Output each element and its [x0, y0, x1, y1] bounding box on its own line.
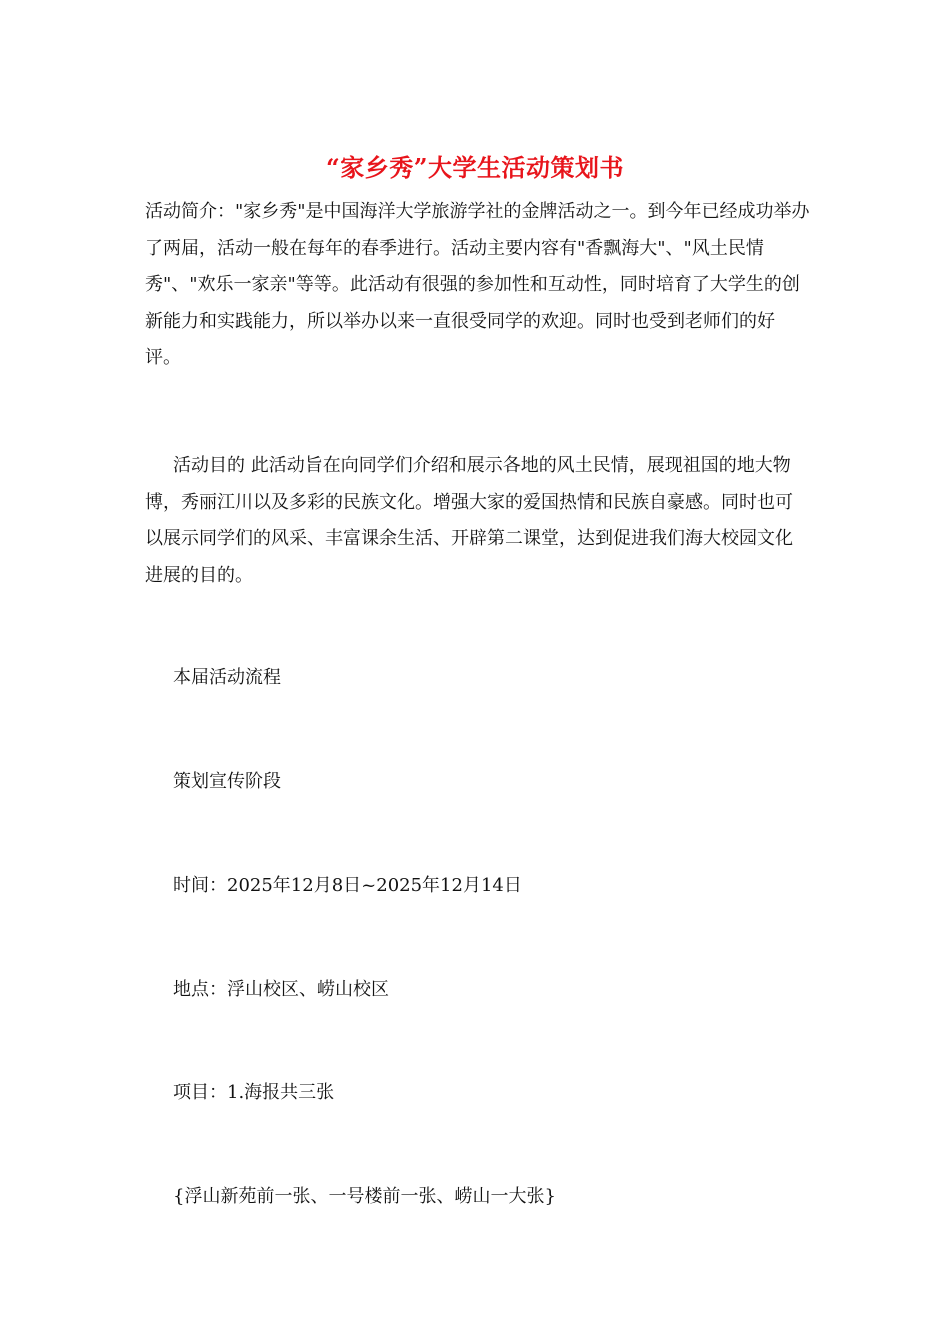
- location-line: 地点：浮山校区、崂山校区: [173, 979, 389, 1000]
- process-heading: 本届活动流程: [173, 667, 281, 688]
- intro-paragraph: 活动简介："家乡秀"是中国海洋大学旅游学社的金牌活动之一。到今年已经成功举办了两届，活动一般在每年的春季进行。活动主要内容有"香飘海大"、"风土民情秀"、"欢乐一家亲"等等。此活动有很强的参加性和互动性，同时培育了大学生的创新能力和实践能力，所以举办以来一直很受同学的欢迎。同时也受到老师们的好评。: [145, 201, 810, 368]
- stage-heading: 策划宣传阶段: [173, 771, 281, 792]
- item-line: 项目：1.海报共三张: [173, 1082, 335, 1103]
- poster-locations-line: {浮山新苑前一张、一号楼前一张、崂山一大张}: [173, 1186, 556, 1207]
- purpose-paragraph: 活动目的 此活动旨在向同学们介绍和展示各地的风土民情，展现祖国的地大物博，秀丽江川以及多彩的民族文化。增强大家的爱国热情和民族自豪感。同时也可以展示同学们的风采、丰富课余生活、开辟第二课堂，达到促进我们海大校园文化进展的目的。: [145, 455, 793, 586]
- document-title: “家乡秀”大学生活动策划书: [325, 153, 625, 182]
- time-line: 时间：2025年12月8日~2025年12月14日: [173, 875, 522, 896]
